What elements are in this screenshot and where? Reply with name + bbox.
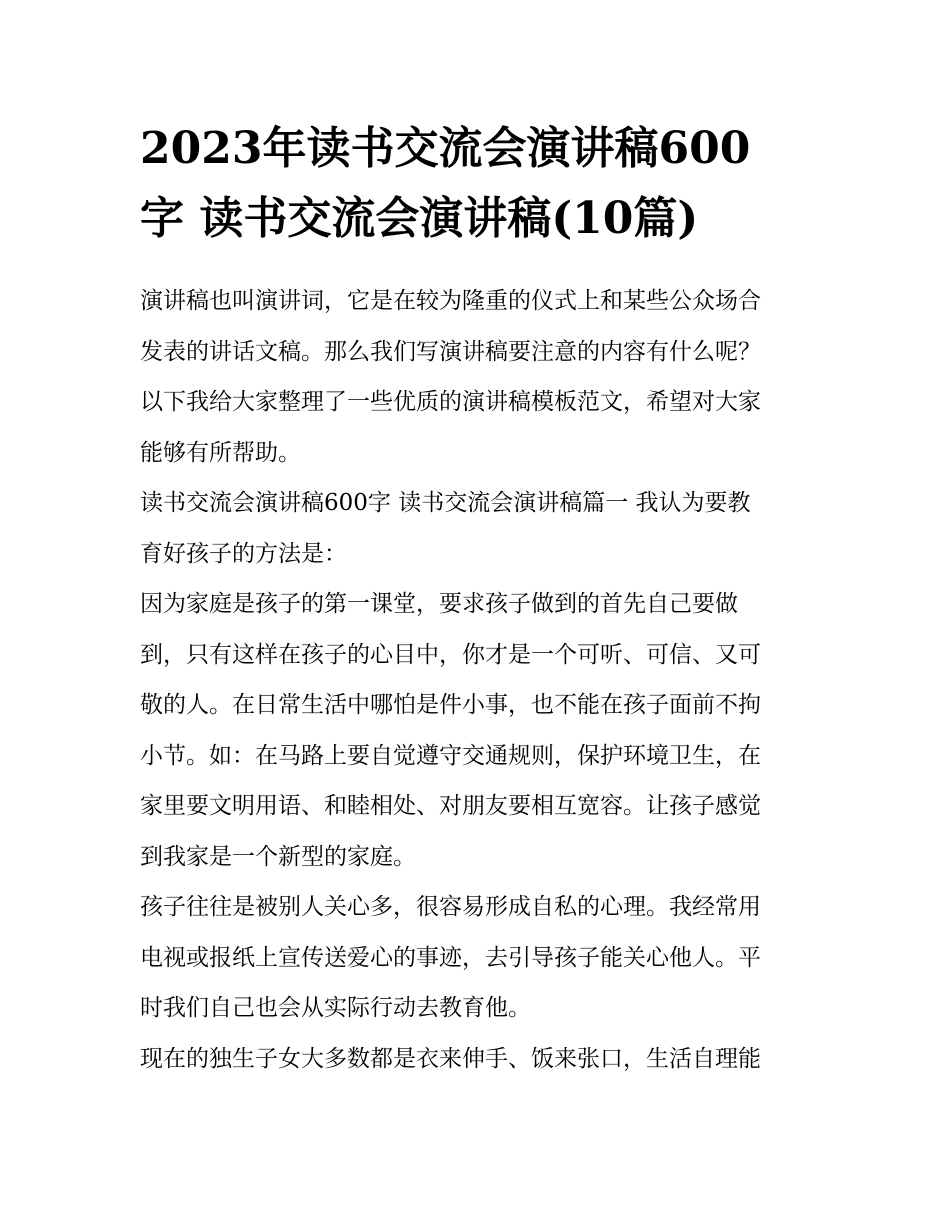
text-line: 家里要文明用语、和睦相处、对朋友要相互宽容。让孩子感觉 <box>140 793 761 819</box>
text-line: 以下我给大家整理了一些优质的演讲稿模板范文，希望对大家 <box>140 389 761 415</box>
text-line: 到，只有这样在孩子的心目中，你才是一个可听、可信、又可 <box>140 641 761 668</box>
paragraph-section-heading <box>140 478 820 579</box>
paragraph-self-care <box>140 1034 820 1085</box>
document-title <box>140 114 820 254</box>
text-line: 因为家庭是孩子的第一课堂，要求孩子做到的首先自己要做 <box>140 591 738 617</box>
text-line: 电视或报纸上宣传送爱心的事迹，去引导孩子能关心他人。平 <box>140 944 761 971</box>
paragraph-family-classroom <box>140 579 820 882</box>
text-line: 发表的讲话文稿。那么我们写演讲稿要注意的内容有什么呢？ <box>140 338 761 365</box>
text-line: 能够有所帮助。 <box>140 439 301 466</box>
text-line: 时我们自己也会从实际行动去教育他。 <box>140 995 531 1021</box>
title-line: 字 读书交流会演讲稿(10篇) <box>140 193 699 244</box>
text-line: 敬的人。在日常生活中哪怕是件小事，也不能在孩子面前不拘 <box>140 692 761 718</box>
paragraph-intro <box>140 276 820 478</box>
text-line: 孩子往往是被别人关心多，很容易形成自私的心理。我经常用 <box>140 894 761 920</box>
text-line: 读书交流会演讲稿600字 读书交流会演讲稿篇一 我认为要教 <box>140 490 751 516</box>
text-line: 演讲稿也叫演讲词，它是在较为隆重的仪式上和某些公众场合 <box>140 288 761 314</box>
text-line: 育好孩子的方法是： <box>140 540 347 567</box>
text-line: 现在的独生子女大多数都是衣来伸手、饭来张口，生活自理能 <box>140 1045 761 1072</box>
text-line: 到我家是一个新型的家庭。 <box>140 843 416 870</box>
document-body <box>140 276 820 1084</box>
paragraph-caring-others <box>140 882 820 1034</box>
text-line: 小节。如：在马路上要自觉遵守交通规则，保护环境卫生，在 <box>140 742 761 769</box>
title-line: 2023年读书交流会演讲稿600 <box>140 123 751 174</box>
